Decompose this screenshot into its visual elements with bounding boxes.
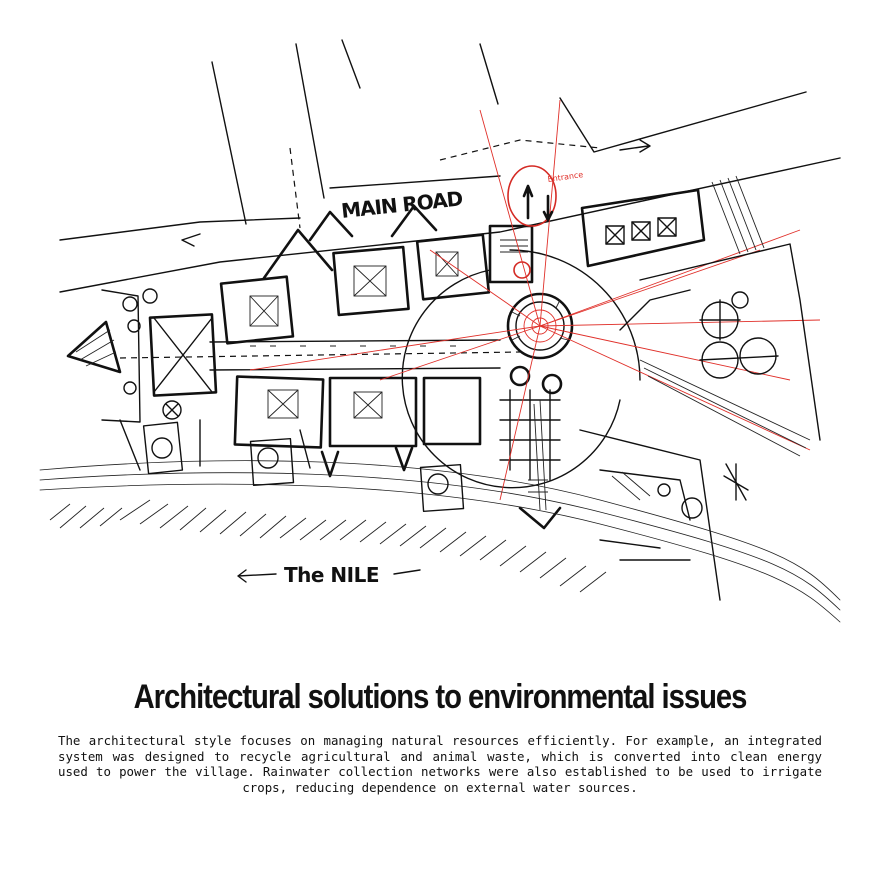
circular-plaza <box>402 250 640 528</box>
river-label: The NILE <box>284 563 379 587</box>
entrance-label: Entrance <box>547 170 584 184</box>
south-east-sector <box>580 430 748 600</box>
page-heading: Architectural solutions to environmental issues <box>133 678 747 716</box>
river-arrow-left <box>238 570 276 582</box>
east-wing <box>582 176 820 456</box>
riverbank <box>40 420 840 622</box>
west-gateway <box>68 289 181 422</box>
roads <box>60 40 840 292</box>
central-spine <box>120 340 520 370</box>
north-buildings <box>150 206 532 396</box>
main-road-label: MAIN ROAD <box>340 186 464 223</box>
river-arrow-right <box>394 570 420 574</box>
description-paragraph: The architectural style focuses on managing natural resources efficiently. For example, an integrated system was designed to recycle agricultural and animal waste, which is converted into clean energy used to power the village. Rainwater collection networks were also established to be used to irrigate crops, reducing dependence on external water sources. <box>58 733 822 795</box>
